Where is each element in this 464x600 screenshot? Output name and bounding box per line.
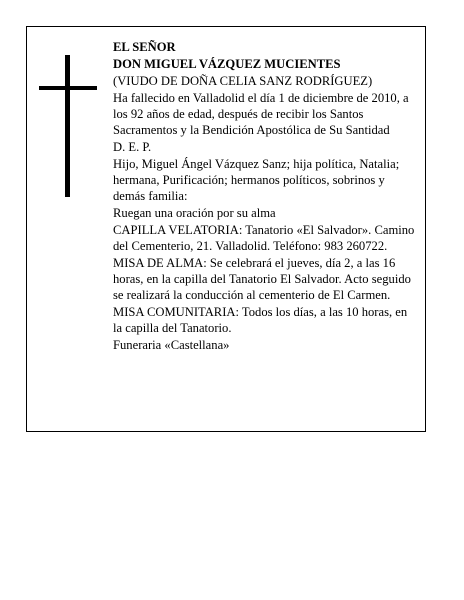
cross-horizontal-bar [39, 86, 97, 90]
cross-vertical-bar [65, 55, 70, 197]
deceased-name: DON MIGUEL VÁZQUEZ MUCIENTES [113, 57, 341, 71]
chapel-info: CAPILLA VELATORIA: Tanatorio «El Salvador». Camino del Cementerio, 21. Valladolid. Teléfono: 983 260722. [113, 223, 415, 253]
prayer-request: Ruegan una oración por su alma [113, 206, 276, 220]
death-info: Ha fallecido en Valladolid el día 1 de diciembre de 2010, a los 92 años de edad, después de recibir los Santos Sacramentos y la Bendición Apostólica de Su Santidad [113, 91, 409, 137]
widower-of: (VIUDO DE DOÑA CELIA SANZ RODRÍGUEZ) [113, 74, 373, 88]
notice-title-line1: EL SEÑOR [113, 40, 176, 54]
notice-text [113, 39, 419, 354]
dep-line: D. E. P. [113, 140, 152, 154]
mass-info: MISA DE ALMA: Se celebrará el jueves, día 2, a las 16 horas, en la capilla del Tanatorio El Salvador. Acto seguido se realizará la conducción al cementerio de El Carmen. [113, 256, 411, 302]
community-mass-info: MISA COMUNITARIA: Todos los días, a las 10 horas, en la capilla del Tanatorio. [113, 305, 408, 335]
funeral-home: Funeraria «Castellana» [113, 338, 230, 352]
obituary-notice [26, 26, 426, 432]
cross-icon [39, 55, 97, 197]
family-list: Hijo, Miguel Ángel Vázquez Sanz; hija política, Natalia; hermana, Purificación; hermanos políticos, sobrinos y demás familia: [113, 157, 400, 203]
